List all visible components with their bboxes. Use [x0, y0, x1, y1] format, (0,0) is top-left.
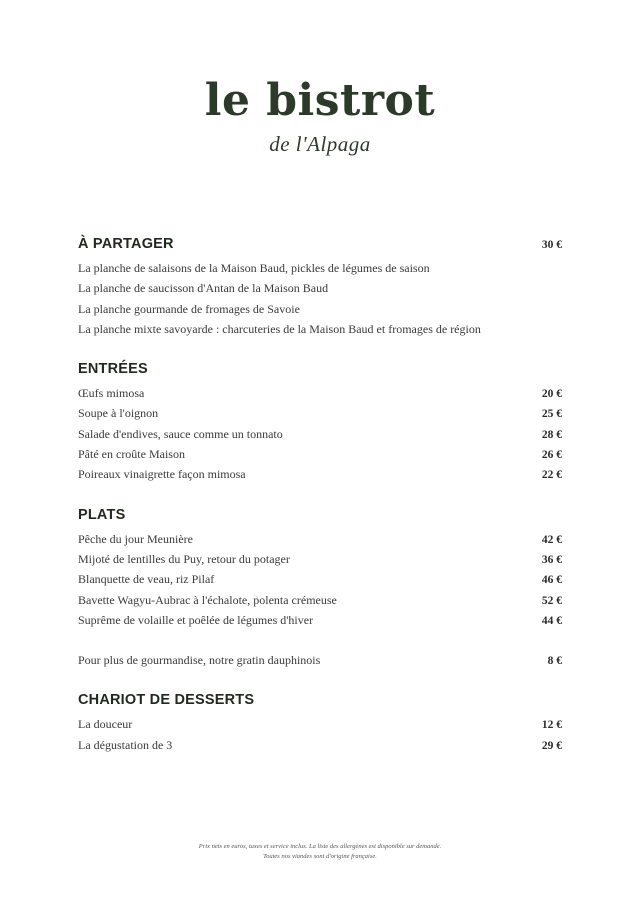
menu-item: [78, 572, 562, 592]
restaurant-name: le bistrot: [204, 75, 436, 126]
footer-note-origin: Toutes nos viandes sont d'origine française.: [263, 853, 377, 860]
item-name: La planche de saucisson d'Antan de la Maison Baud: [78, 281, 329, 296]
menu-item: [78, 717, 562, 737]
item-price: 8 €: [547, 655, 562, 668]
menu-item: [78, 281, 562, 301]
menu-body: [78, 236, 562, 777]
section-header: [78, 236, 562, 256]
item-price: 44 €: [541, 614, 562, 627]
menu-footer: [0, 842, 640, 862]
item-name: Poireaux vinaigrette façon mimosa: [78, 467, 246, 482]
item-name: Pour plus de gourmandise, notre gratin dauphinois: [78, 653, 321, 668]
item-name: La planche de salaisons de la Maison Baud, pickles de légumes de saison: [78, 261, 430, 275]
section-title: ENTRÉES: [78, 361, 148, 378]
section-price: 30 €: [541, 239, 562, 251]
item-name: Mijoté de lentilles du Puy, retour du potager: [78, 551, 290, 566]
menu-item: [78, 406, 562, 426]
item-name: La dégustation de 3: [78, 737, 173, 752]
menu-header: [0, 74, 640, 157]
section-header: [78, 361, 562, 381]
item-name: Suprême de volaille et poêlée de légumes d'hiver: [78, 612, 314, 627]
item-name: La planche gourmande de fromages de Savoie: [78, 301, 300, 316]
section-title: À PARTAGER: [78, 236, 174, 252]
section-plats: [78, 507, 562, 674]
menu-item: [78, 552, 562, 572]
menu-item: [78, 447, 562, 467]
section-header: [78, 507, 562, 527]
restaurant-subtitle: de l'Alpaga: [269, 132, 371, 156]
item-name: Pâté en croûte Maison: [78, 447, 185, 462]
item-name: La planche mixte savoyarde : charcuteries de la Maison Baud et fromages de région: [78, 321, 481, 336]
section-a-partager: [78, 236, 562, 342]
menu-item: [78, 322, 562, 342]
item-price: 25 €: [541, 408, 562, 421]
section-title: PLATS: [78, 506, 126, 523]
item-name: Œufs mimosa: [78, 386, 145, 401]
item-name: La douceur: [78, 717, 133, 732]
footer-note-prices: Prix nets en euros, taxes et service inclus. La liste des allergènes est disponible sur demande.: [198, 843, 442, 850]
item-price: 22 €: [541, 469, 562, 482]
menu-item: [78, 467, 562, 487]
menu-item: [78, 427, 562, 447]
section-header: [78, 692, 562, 712]
item-name: Bavette Wagyu-Aubrac à l'échalote, polenta crémeuse: [78, 592, 337, 607]
item-price: 28 €: [541, 428, 562, 441]
item-price: 36 €: [541, 553, 562, 566]
menu-item: [78, 261, 562, 281]
menu-item-extra: [78, 653, 562, 673]
item-price: 29 €: [541, 739, 562, 752]
item-name: Blanquette de veau, riz Pilaf: [78, 572, 215, 587]
item-price: 20 €: [541, 388, 562, 401]
item-name: Pêche du jour Meunière: [78, 531, 193, 546]
menu-item: [78, 386, 562, 406]
item-name: Salade d'endives, sauce comme un tonnato: [78, 426, 283, 441]
section-title: CHARIOT DE DESSERTS: [78, 692, 255, 709]
menu-item: [78, 532, 562, 552]
section-desserts: [78, 692, 562, 758]
section-entrees: [78, 361, 562, 487]
menu-item: [78, 593, 562, 613]
item-price: 46 €: [541, 574, 562, 587]
menu-item: [78, 738, 562, 758]
item-price: 26 €: [541, 449, 562, 462]
item-price: 42 €: [541, 533, 562, 546]
menu-item: [78, 302, 562, 322]
item-name: Soupe à l'oignon: [78, 406, 159, 421]
item-price: 52 €: [541, 594, 562, 607]
item-price: 12 €: [541, 719, 562, 732]
menu-item: [78, 613, 562, 633]
